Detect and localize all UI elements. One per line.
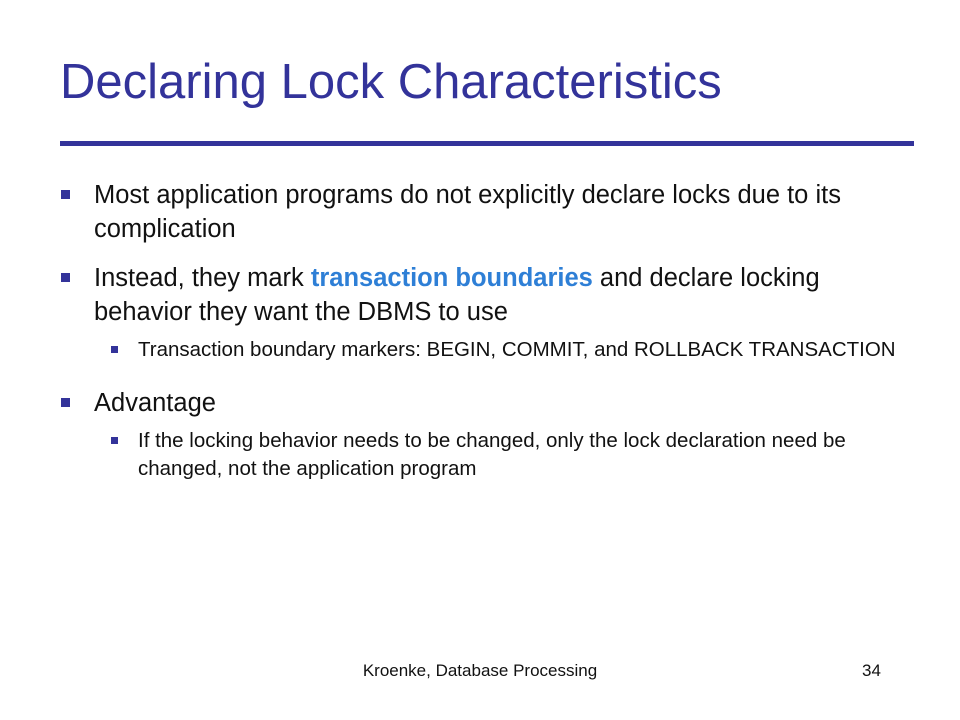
square-bullet-icon: [111, 437, 118, 444]
sub-bullet-item: [56, 336, 896, 364]
title-underline: [60, 141, 914, 146]
bullet-item: [56, 261, 896, 329]
bullet-text: Most application programs do not explicitly declare locks due to its complication: [94, 181, 841, 243]
square-bullet-icon: [61, 190, 70, 199]
bullet-text: Advantage: [94, 389, 216, 417]
slide-body: [56, 178, 896, 505]
square-bullet-icon: [61, 273, 70, 282]
slide-title: Declaring Lock Characteristics: [60, 55, 722, 109]
bullet-item: [56, 386, 896, 420]
footer-source: Kroenke, Database Processing: [362, 661, 598, 680]
highlighted-term: transaction boundaries: [310, 264, 593, 292]
square-bullet-icon: [61, 398, 70, 407]
square-bullet-icon: [111, 346, 118, 353]
bullet-text-before: Instead, they mark: [94, 264, 311, 292]
sub-bullet-item: [56, 427, 896, 483]
sub-bullet-text: If the locking behavior needs to be changed, only the lock declaration need be changed, not the application program: [138, 429, 846, 480]
bullet-item: [56, 178, 896, 246]
sub-bullet-text: Transaction boundary markers: BEGIN, COMMIT, and ROLLBACK TRANSACTION: [138, 338, 896, 361]
bullet-text-after: and declare locking behavior they want the DBMS to use: [94, 264, 820, 326]
page-number: 34: [862, 661, 881, 680]
